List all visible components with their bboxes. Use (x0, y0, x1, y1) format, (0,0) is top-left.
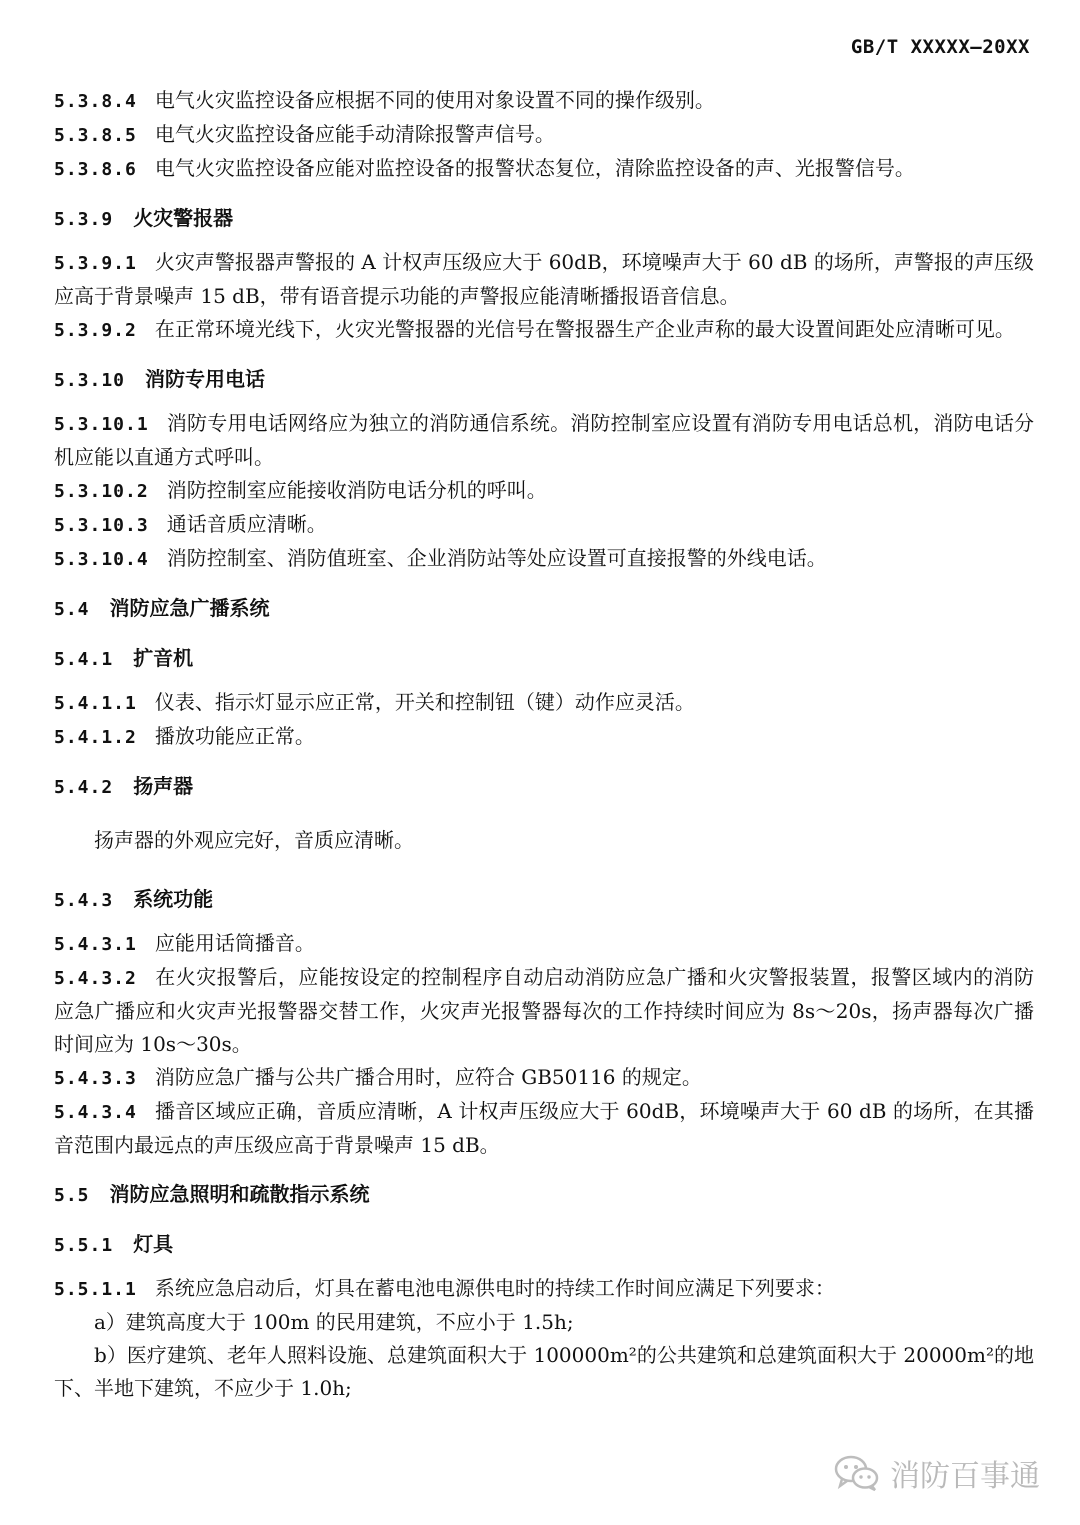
clause-5-4-3-3: 5.4.3.3 消防应急广播与公共广播合用时，应符合 GB50116 的规定。 (54, 1065, 702, 1089)
watermark-text: 消防百事通 (890, 1459, 1040, 1494)
clause-5-3-10-2: 5.3.10.2 消防控制室应能接收消防电话分机的呼叫。 (54, 478, 547, 502)
section-heading-5-5: 5.5 消防应急照明和疏散指示系统 (54, 1182, 370, 1206)
clause-5-3-10-1: 5.3.10.1 消防专用电话网络应为独立的消防通信系统。消防控制室应设置有消防专用电话总机，消防电话分机应能以直通方式呼叫。 (54, 411, 1034, 469)
section-heading-5-4-2: 5.4.2 扬声器 (54, 774, 194, 798)
section-heading-5-4-1: 5.4.1 扩音机 (54, 646, 194, 670)
clause-5-3-8-5: 5.3.8.5 电气火灾监控设备应能手动清除报警声信号。 (54, 122, 555, 146)
clause-5-4-3-1: 5.4.3.1 应能用话筒播音。 (54, 931, 315, 955)
clause-5-3-8-6: 5.3.8.6 电气火灾监控设备应能对监控设备的报警状态复位，清除监控设备的声、光报警信号。 (54, 156, 915, 180)
clause-5-3-10-4: 5.3.10.4 消防控制室、消防值班室、企业消防站等处应设置可直接报警的外线电话。 (54, 546, 827, 570)
clause-5-4-1-1: 5.4.1.1 仪表、指示灯显示应正常，开关和控制钮（键）动作应灵活。 (54, 690, 695, 714)
clause-5-3-10-3: 5.3.10.3 通话音质应清晰。 (54, 512, 327, 536)
clause-5-4-3-2: 5.4.3.2 在火灾报警后，应能按设定的控制程序自动启动消防应急广播和火灾警报装置，报警区域内的消防应急广播应和火灾声光报警器交替工作，火灾声光报警器每次的工作持续时间应为 8s～20s，扬声器每次广播时间应为 10s～30s。 (54, 965, 1034, 1056)
section-heading-5-5-1: 5.5.1 灯具 (54, 1232, 174, 1256)
document-body (54, 84, 1034, 1405)
document-code: GB/T XXXXX—20XX (850, 36, 1030, 58)
clause-5-3-9-2: 5.3.9.2 在正常环境光线下，火灾光警报器的光信号在警报器生产企业声称的最大设置间距处应清晰可见。 (54, 317, 1015, 341)
section-heading-5-3-10: 5.3.10 消防专用电话 (54, 367, 266, 391)
watermark (834, 1451, 1040, 1495)
list-item-b: b）医疗建筑、老年人照料设施、总建筑面积大于 100000m²的公共建筑和总建筑面积大于 20000m²的地下、半地下建筑，不应少于 1.0h; (54, 1343, 1034, 1400)
paragraph-speaker: 扬声器的外观应完好，音质应清晰。 (94, 828, 414, 852)
section-heading-5-3-9: 5.3.9 火灾警报器 (54, 206, 234, 230)
clause-5-4-1-2: 5.4.1.2 播放功能应正常。 (54, 724, 315, 748)
clause-5-4-3-4: 5.4.3.4 播音区域应正确，音质应清晰，A 计权声压级应大于 60dB，环境噪声大于 60 dB 的场所，在其播音范围内最远点的声压级应高于背景噪声 15 dB。 (54, 1099, 1034, 1157)
section-heading-5-4: 5.4 消防应急广播系统 (54, 596, 270, 620)
clause-5-3-8-4: 5.3.8.4 电气火灾监控设备应根据不同的使用对象设置不同的操作级别。 (54, 88, 715, 112)
wechat-icon (834, 1454, 880, 1492)
clause-5-3-9-1: 5.3.9.1 火灾声警报器声警报的 A 计权声压级应大于 60dB，环境噪声大于 60 dB 的场所，声警报的声压级应高于背景噪声 15 dB，带有语音提示功能的声警报应能清晰播报语音信息。 (54, 250, 1034, 308)
clause-5-5-1-1: 5.5.1.1 系统应急启动后，灯具在蓄电池电源供电时的持续工作时间应满足下列要求： (54, 1276, 835, 1300)
list-item-a: a）建筑高度大于 100m 的民用建筑，不应小于 1.5h; (94, 1310, 574, 1334)
section-heading-5-4-3: 5.4.3 系统功能 (54, 887, 214, 911)
